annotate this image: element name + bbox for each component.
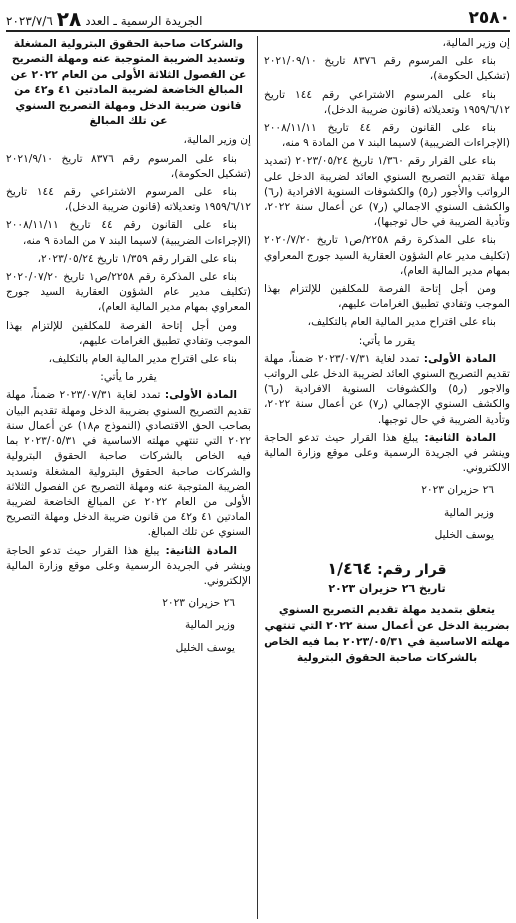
- article-2: [264, 431, 510, 477]
- citation: بناء على القرار رقم ١/٣٦٠ تاريخ ٢٠٢٣/٠٥/٢٤ (تمديد مهلة تقديم التصريح السنوي العائد لضريبة الدخل على الرواتب والأجور (ر٥) والكشوفات السنوية الافرادية (ر٦) والكشف السنوي الاجمالي (ر٧) عن أعمال سنة ٢٠٢٢، وتأدية الضريبة في حال توجبها)،: [264, 155, 511, 229]
- citation: بناء على المرسوم الاشتراعي رقم ١٤٤ تاريخ ١٩٥٩/٦/١٢ وتعديلاته (قانون ضريبة الدخل)،: [264, 88, 510, 116]
- decree-heading: [264, 561, 510, 665]
- signature-date: ٢٦ حزيران ٢٠٢٣: [162, 597, 235, 610]
- citation: بناء على المرسوم رقم ٨٣٧٦ تاريخ ٢٠٢١/٠٩/١٠ (تشكيل الحكومة)،: [264, 55, 510, 83]
- article-2: [6, 544, 251, 590]
- decree-title: يتعلق بتمديد مهلة تقديم التصريح السنوي بضريبة الدخل عن أعمال سنة ٢٠٢٢ التي تنتهي مهلته الاساسية في ٢٠٢٣/٠٥/٣١ بما فيه الخاص بالشركات صاحبة الحقوق البترولية: [264, 602, 510, 664]
- signature-date: ٢٦ حزيران ٢٠٢٣: [421, 484, 494, 497]
- decree-number-line: [264, 561, 510, 578]
- article-1-heading: المادة الأولى:: [423, 352, 497, 365]
- article-2-text: يبلغ هذا القرار حيث تدعو الحاجة وينشر في الجريدة الرسمية وعلى موقع وزارة المالية الإلكتروني.: [6, 544, 251, 587]
- left-column: [4, 36, 258, 919]
- issue-number: ٢٨: [56, 7, 82, 31]
- article-2-heading: المادة الثانية:: [165, 544, 237, 557]
- citation: بناء على المذكرة رقم ٢٢٥٨/ص١ تاريخ ٢٠٢٠/٠٧/٢٠ (تكليف مدير عام الشؤون العقارية السيد جورج المعراوي بمهام مدير المالية العام)،: [6, 271, 251, 314]
- page-columns: [4, 36, 512, 919]
- page-header: [6, 6, 510, 32]
- article-1: [6, 388, 251, 540]
- right-column: [258, 36, 512, 919]
- article-1-text: تمدد لغاية ٢٠٢٣/٠٧/٣١ ضمناً، مهلة تقديم التصريح السنوي بضريبة الدخل ومهلة تقديم البيان بصاحب الحق الاقتصادي (النموذج م١٨) عن أعمال سنة ٢٠٢٢ التي تنتهي مهلته الاساسية في ٢٠٢٣/٠٥/٣١ بما فيه الخاص بالشركات صاحبة الحقوق البترولية والشركات صاحبة الحقوق البترولية المشغلة وتسديد الضريبة المتوجبة عنه ومهلة التصريح عن الفصول الثلاثة الأولى من العام ٢٠٢٢ عن المبالغ الخاضعة لضريبة المادتين ٤١ و٤٢ من قانون ضريبة الدخل ومهلة التصريح السنوي عن تلك المبالغ.: [6, 389, 252, 539]
- citation: بناء على القانون رقم ٤٤ تاريخ ٢٠٠٨/١١/١١ (الإجراءات الضريبية) لاسيما البند ٧ من المادة ٩ منه،: [264, 122, 510, 150]
- gazette-name: الجريدة الرسمية ـ العدد: [85, 14, 203, 28]
- signature-name: يوسف الخليل: [175, 641, 235, 654]
- decree-title-continued: والشركات صاحبة الحقوق البترولية المشغلة وتسديد الضريبة المتوجبة عنه ومهلة التصريح عن الفصول الثلاثة الأولى من العام ٢٠٢٢ عن المبالغ الخاضعة لضريبة المادتين ٤١ و٤٢ من قانون ضريبة الدخل ومهلة التصريح السنوي عن تلك المبالغ: [10, 37, 247, 128]
- citation: ومن أجل إتاحة الفرصة للمكلفين للإلتزام بهذا الموجب وتفادي تطبيق الغرامات عليهم،: [6, 319, 251, 347]
- article-2-heading: المادة الثانية:: [424, 431, 496, 444]
- opening-line: إن وزير المالية،: [442, 37, 510, 49]
- decree-date: تاريخ ٢٦ حزيران ٢٠٢٣: [328, 582, 446, 596]
- signature-role: وزير المالية: [443, 506, 494, 519]
- citation: بناء على القانون رقم ٤٤ تاريخ ٢٠٠٨/١١/١١ (الإجراءات الضريبية) لاسيما البند ٧ من المادة ٩ منه،: [6, 219, 251, 247]
- gazette-issue-line: [6, 7, 203, 31]
- opening-line: إن وزير المالية،: [183, 134, 251, 147]
- article-1-heading: المادة الأولى:: [164, 389, 237, 402]
- issue-date: ٢٠٢٣/٧/٦: [6, 14, 53, 28]
- article-2-text: يبلغ هذا القرار حيث تدعو الحاجة وينشر في الجريدة الرسمية وعلى موقع وزارة المالية الالكتروني.: [264, 431, 510, 475]
- article-1-text: تمدد لغاية ٢٠٢٣/٠٧/٣١ ضمناً، مهلة تقديم التصريح السنوي العائد لضريبة الدخل على الرواتب والاجور (ر٥) والكشوفات السنوية الافرادية (ر٦) والكشف السنوي الإجمالي (ر٧) عن أعمال سنة ٢٠٢٢، وتأدية الضريبة في حال توجبها.: [264, 352, 511, 426]
- article-1: [264, 352, 510, 428]
- decides-line: يقرر ما يأتي:: [358, 334, 416, 347]
- signature-name: يوسف الخليل: [434, 528, 494, 541]
- citation: ومن أجل إتاحة الفرصة للمكلفين للإلتزام بهذا الموجب وتفادي تطبيق الغرامات عليهم،: [264, 283, 510, 311]
- decides-line: يقرر ما يأتي:: [100, 371, 157, 384]
- citation: بناء على القرار رقم ١/٣٥٩ تاريخ ٢٠٢٣/٠٥/٢٤،: [37, 252, 237, 265]
- citation: بناء على المرسوم الاشتراعي رقم ١٤٤ تاريخ ١٩٥٩/٦/١٢ وتعديلاته (قانون ضريبة الدخل)،: [6, 186, 251, 214]
- signature-role: وزير المالية: [184, 619, 235, 632]
- page-number: ٢٥٨٠: [468, 8, 510, 28]
- citation: بناء على المذكرة رقم ٢٢٥٨/ص١ تاريخ ٢٠٢٠/٧/٢٠ (تكليف مدير عام الشؤون العقارية السيد جورج المعراوي بمهام مدير المالية العام)،: [264, 234, 510, 277]
- decree-label: قرار رقم:: [377, 562, 447, 579]
- citation: بناء على اقتراح مدير المالية العام بالتكليف،: [307, 316, 496, 329]
- citation: بناء على اقتراح مدير المالية العام بالتكليف،: [48, 353, 237, 366]
- decree-number: ١/٤٦٤: [327, 559, 373, 579]
- citation: بناء على المرسوم رقم ٨٣٧٦ تاريخ ٢٠٢١/٩/١٠ (تشكيل الحكومة)،: [6, 152, 251, 180]
